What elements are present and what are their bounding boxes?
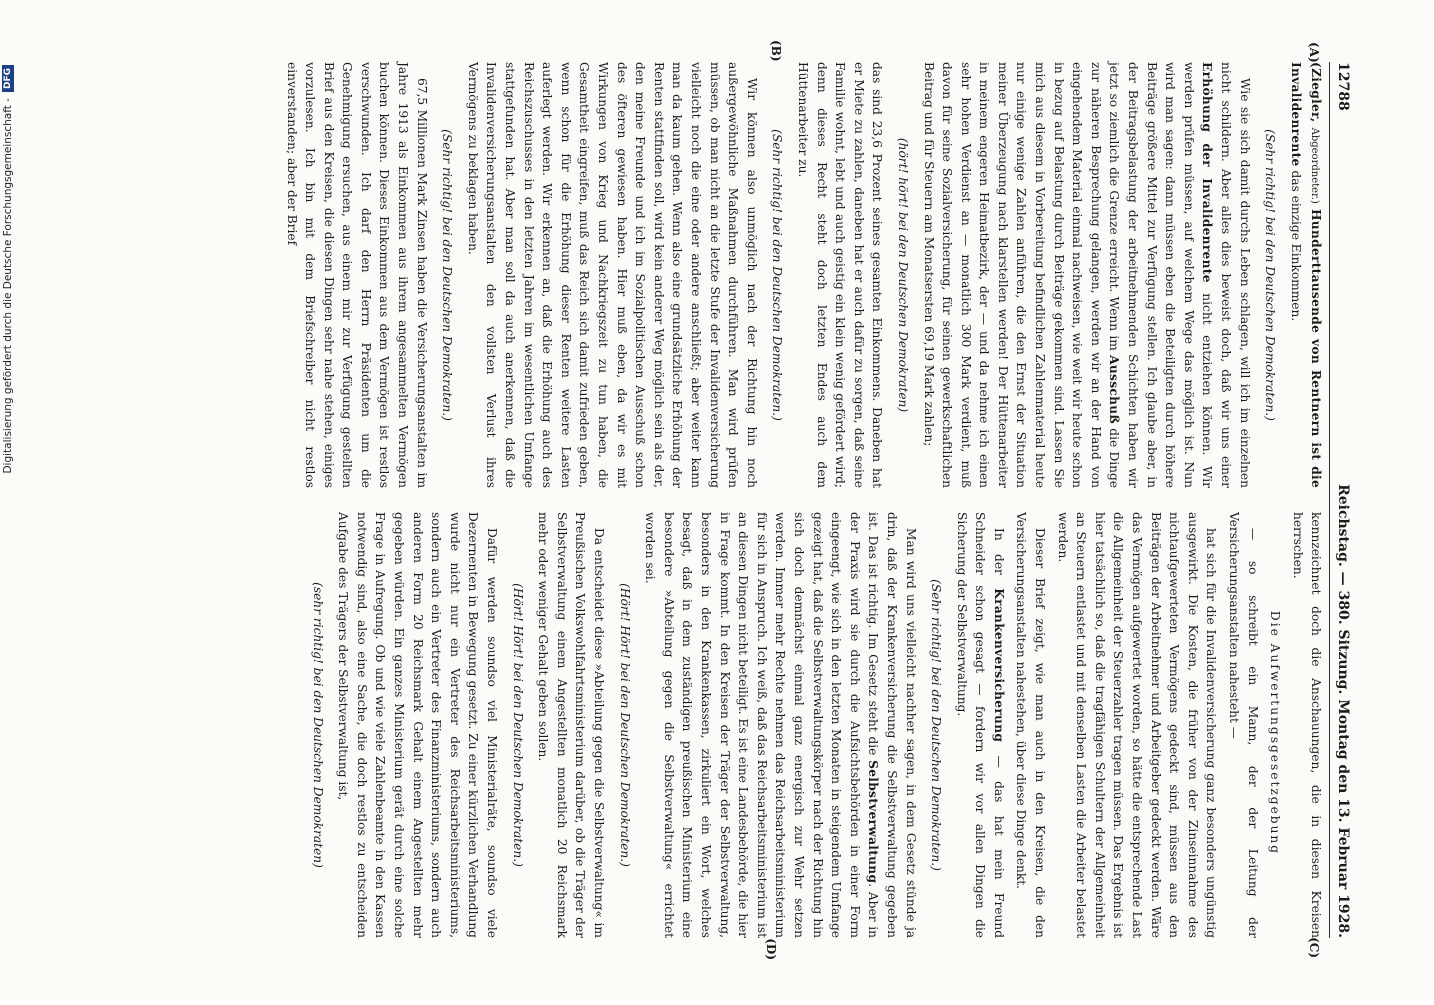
interjection: (Sehr richtig! bei den Deutschen Demokraten.) bbox=[1263, 129, 1278, 421]
quoted-paragraph: hat sich für die Invalidenversicherung ganz besonders ungünstig ausgewirkt. Die Kosten, die früher von der Zinseinnahme des nichtaufgewerteten Vermögens gedeckt sind, müssen aus den Beiträgen der Arbeitnehmer und Arbeitgeber gedeckt werden. Wäre das Vermögen aufgewertet worden, so hätte die entsprechende Last die Allgemeinheit der Steuerzahler tragen müssen. Das Ergebnis ist hier tatsächlich so, daß die tragfähigen Schultern der Allgemeinheit an Steuern entlastet und mit denselben Lasten die Arbeiter belastet werden. bbox=[1055, 512, 1219, 938]
paragraph: — so schreibt ein Mann, der der Leitung der Versicherungsanstalten nahesteht — bbox=[1227, 512, 1260, 938]
right-column bbox=[278, 512, 1325, 938]
paragraph-text: — das hat mein Freund Schneider schon gesagt — fordern wir vor allen Dingen die Sicherung der Selbstverwaltung. bbox=[954, 512, 1006, 939]
paragraph bbox=[641, 512, 920, 938]
credit-text: Digitalisierung gefördert durch die Deutsche Forschungsgemeinschaft - bbox=[2, 98, 14, 474]
paragraph bbox=[952, 512, 1008, 938]
paragraph: Da entscheidet diese »Abteilung gegen die Selbstverwaltung« im Preußischen Volkswohlfahrtsministerium darüber, ob die Träger der Selbstverwaltung einem Angestellten monatlich 20 Reichsmark mehr oder weniger Gehalt geben sollen. bbox=[536, 512, 607, 938]
left-column bbox=[278, 62, 1325, 488]
page-header bbox=[1329, 62, 1352, 938]
paragraph: Dieser Brief zeigt, wie man auch in den Kreisen, die den Versicherungsanstalten nahestehen, über diese Dinge denkt. bbox=[1014, 512, 1048, 938]
paragraph bbox=[919, 62, 1254, 488]
interjection: (Sehr richtig! bei den Deutschen Demokraten.) bbox=[440, 129, 455, 421]
margin-marker-d: (D) bbox=[764, 938, 779, 960]
paragraph: 67,5 Millionen Mark Zinsen haben die Versicherungsanstalten im Jahre 1913 als Einkommen aus ihrem angesammelten Vermögen buchen können. Dieses Einkommen aus dem Vermögen ist restlos verschwunden. Ich darf den Herrn Präsidenten um die Genehmigung ersuchen, aus einem mir zur Verfügung gestellten Brief aus den Kreisen, die diesen Dingen sehr nahe stehen, einiges vorzulesen. Ich bin mit dem Briefschreiber nicht restlos einverstanden; aber der Brief bbox=[284, 62, 429, 488]
interjection: (Hört! Hört! bei den Deutschen Demokraten.) bbox=[510, 583, 525, 867]
paragraph-text: In der bbox=[991, 528, 1006, 575]
interjection: (hört! hört! bei den Deutschen Demokraten) bbox=[895, 137, 910, 413]
speaker-line bbox=[1286, 62, 1325, 488]
emphasis-text: Erhöhung der Invalidenrente bbox=[1200, 62, 1215, 283]
paragraph-text: Hunderttausende von Rentnern ist die Invalidenrente bbox=[1288, 62, 1324, 489]
dfg-logo: DFG bbox=[2, 65, 14, 92]
emphasis-text: Selbstverwaltung bbox=[866, 760, 881, 884]
paragraph: Dafür werden soundso viel Ministerialräte, soundso viele Dezernenten in Bewegung gesetzt. Zu einer kürzlichen Verhandlung wurde nicht nur ein Vertreter des Reichsarbeitsministeriums, sondern auch ein Vertreter des Finanzministeriums, sondern auch anderen Form 20 Reichsmark Gehalt einem Angestellten mehr gegeben würden. Ein ganzes Ministerium gerät durch eine solche Frage in Aufregung. Ob und wie viele Zahlenbeamte in den Kassen notwendig sind, also eine Sache, die doch restlos zu entscheiden Aufgabe des Trägers der Selbstverwaltung ist, bbox=[336, 512, 500, 938]
quote-heading: Die Aufwertungsgesetzgebung bbox=[1268, 610, 1283, 856]
paragraph-text: die Dinge zur näheren Besprechung gelangen, werden wir an der Hand von eingehendem Material einmal nachweisen, wie weit wir heute schon in bezug auf Belastung durch Beiträge gekommen sind. Lassen Sie mich aus diesem in Vorbereitung befindlichen Zahlenmaterial heute nur einige wenige Zahlen anführen, die den Ernst der Situation meiner Überzeugung nach klarstellen werden! Der Hüttenarbeiter in meinem engeren Heimatbezirk, der — und da nehme ich einen sehr hohen Verdienst an — monatlich 300 Mark verdient, muß davon für seine Sozialversicherung, für seinen gewerkschaftlichen Beitrag und für Steuern am Monatsersten 69,19 Mark zahlen; bbox=[921, 62, 1122, 489]
interjection: (sehr richtig! bei den Deutschen Demokraten) bbox=[310, 582, 325, 868]
paragraph: kennzeichnet doch die Anschauungen, die in diesen Kreisen herrschen. bbox=[1290, 512, 1324, 938]
paragraph-text: Wie sie sich damit durchs Leben schlagen, will ich im einzelnen nicht schildern. Aber alles dies beweist doch, daß wir uns einer bbox=[1219, 62, 1252, 488]
interjection: (Sehr richtig! bei den Deutschen Demokraten.) bbox=[770, 129, 785, 421]
emphasis-text: Krankenversicherung bbox=[991, 588, 1006, 743]
margin-marker-b: (B) bbox=[769, 40, 784, 62]
interjection: (Hört! Hört! bei den Deutschen Demokraten.) bbox=[617, 583, 632, 867]
paragraph-text: . Aber in der Praxis wird sie durch die Aufsichtsbehörden in einer Form eingeengt, wie sich in den letzten Monaten in steigendem Umfange gezeigt hat, daß die Selbstverwaltungskörper nach der Richtung hin sich doch demnächst einmal ganz energisch zur Wehr setzen werden. Immer mehr Rechte nehmen das Reichsarbeitsministerium für sich in Anspruch. Ich weiß, daß das Reichsarbeitsministerium ist an diesen Dingen nicht beteiligt. Es ist eine Landesbehörde, die hier in Frage kommt. In den Kreisen der Träger der Selbstverwaltung, besonders in den Krankenkassen, zirkuliert ein Wort, welches besagt, daß in dem zuständigen preußischen Ministerium eine besondere »Abteilung gegen die Selbstverwaltung« errichtet worden sei. bbox=[643, 512, 881, 939]
speaker-role: Abgeordneter.) bbox=[1309, 127, 1321, 204]
paragraph-text: Man wird uns vielleicht nachher sagen, in dem Gesetz stünde ja drin, daß der Krankenversicherung die Selbstverwaltung gegeben ist. Das ist richtig. Im Gesetz steht die bbox=[866, 512, 918, 938]
margin-marker-a: (A) bbox=[1307, 42, 1322, 63]
paragraph-text: nicht entziehen können. Wir werden prüfen müssen, auf welchem Wege das möglich ist. Nun wird man sagen: dann müssen eben die Beteiligten durch höhere Beiträge größere Mittel zur Verfügung stellen. Ich glaube aber, in der Beitragsbelastung der arbeitnehmenden Schichten haben wir jetzt so ziemlich die Grenze erreicht. Wenn im bbox=[1107, 62, 1215, 488]
page-title: Reichstag. — 380. Sitzung. Montag den 13. Februar 1928. bbox=[1335, 484, 1351, 938]
paragraph-text: das einzige Einkommen. bbox=[1288, 170, 1303, 322]
speaker-name: (Ziegler, bbox=[1309, 62, 1324, 123]
paragraph: das sind 23,6 Prozent seines gesamten Einkommens. Daneben hat er Miete zu zahlen, daneben hat er auch dafür zu sorgen, daß seine Familie wohnt, lebt und auch geistig ein klein wenig gefördert wird; denn dieses Recht steht doch letzten Endes auch dem Hüttenarbeiter zu. bbox=[795, 62, 885, 488]
text-columns bbox=[278, 40, 1325, 960]
emphasis-text: Ausschuß bbox=[1107, 355, 1122, 424]
digitization-credit bbox=[1, 5, 15, 1005]
page-number: 12788 bbox=[1335, 62, 1351, 111]
paragraph: Wir können also unmöglich nach der Richtung hin noch außergewöhnliche Maßnahmen durchführen. Man wird prüfen müssen, ob man nicht an die letzte Stufe der Invalidenversicherung vielleicht noch die eine oder andere anschließt; aber weiter kann man da kaum gehen. Wenn also eine grundsätzliche Erhöhung der Renten stattfinden soll, wird kein anderer Weg möglich sein als der, den meine Freunde und ich im Sozialpolitischen Ausschuß schon des öfteren gewiesen haben. Hier muß eben, da wir es mit Wirkungen von Krieg und Nachkriegszeit zu tun haben, die Gesamtheit eingreifen, muß das Reich sich damit zufrieden geben, wenn schon für die Erhöhung dieser Renten weitere Lasten auferlegt werden. Wir erkennen an, daß die Erhöhung auch des Reichszuschusses in den letzten Jahren im wesentlichen Umfange stattgefunden hat. Aber man soll da auch anerkennen, daß die Invalidenversicherungsanstalten den vollsten Verlust ihres Vermögens zu beklagen haben. bbox=[465, 62, 759, 488]
interjection: (Sehr richtig! bei den Deutschen Demokraten.) bbox=[929, 579, 944, 871]
rotated-document-page bbox=[132, 40, 1362, 960]
margin-marker-c: (C) bbox=[1307, 937, 1322, 958]
